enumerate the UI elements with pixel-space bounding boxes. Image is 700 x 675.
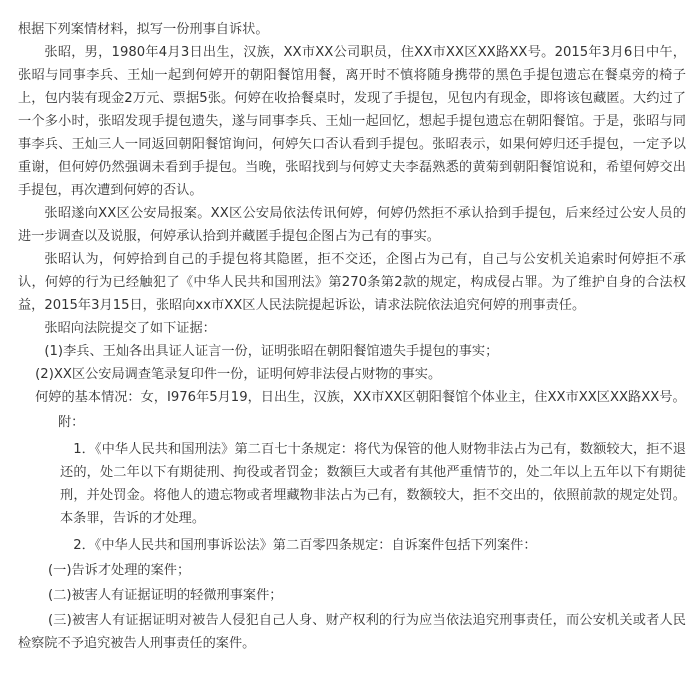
appendix-item-procedure-law: 2．《中华人民共和国刑事诉讼法》第二百零四条规定：自诉案件包括下列案件： <box>73 538 537 553</box>
defendant-info: 何婷的基本情况：女，I976年5月19，日出生，汉族，XX市XX区朝阳餐馆个体业主，住XX市XX区XX路XX号。 <box>35 390 686 405</box>
case-type-2: (二)被害人有证据证明的轻微刑事案件； <box>48 588 283 603</box>
case-paragraph-report: 张昭遂向XX区公安局报案。XX区公安局依法传讯何婷，何婷仍然拒不承认拾到手提包，后来经过公安人员的进一步调查以及说服，何婷承认拾到并藏匿手提包企图占为己有的事实。 <box>18 206 686 244</box>
appendix-item-criminal-law: 1．《中华人民共和国刑法》第二百七十条规定：将代为保管的他人财物非法占为己有，数额较大，拒不退还的，处二年以下有期徒刑、拘役或者罚金；数额巨大或者有其他严重情节的，处二年以上五年以下有期徒刑，并处罚金。将他人的遗忘物或者埋藏物非法占为己有，数额较大，拒不交出的，依照前款的规定处罚。本条罪，告诉的才处理。 <box>60 442 686 526</box>
evidence-item-1: (1)李兵、王灿各出具证人证言一份，证明张昭在朝阳餐馆遗失手提包的事实； <box>44 344 499 359</box>
case-type-3: (三)被害人有证据证明对被告人侵犯自己人身、财产权利的行为应当依法追究刑事责任，而公安机关或者人民检察院不予追究被告人刑事责任的案件。 <box>18 613 686 651</box>
case-paragraph-claim: 张昭认为，何婷拾到自己的手提包将其隐匿，拒不交还，企图占为己有，自己与公安机关追索时何婷拒不承认，何婷的行为已经触犯了《中华人民共和国刑法》第270条第2款的规定，构成侵占罪。为了维护自身的合法权益，2015年3月15日，张昭向xx市XX区人民法院提起诉讼，请求法院依法追究何婷的刑事责任。 <box>18 252 686 313</box>
evidence-intro: 张昭向法院提交了如下证据： <box>44 321 216 336</box>
case-type-1: (一)告诉才处理的案件； <box>48 563 191 578</box>
evidence-item-2: (2)XX区公安局调查笔录复印件一份，证明何婷非法侵占财物的事实。 <box>35 367 442 382</box>
document-heading: 根据下列案情材料，拟写一份刑事自诉状。 <box>18 22 269 37</box>
case-paragraph-facts: 张昭，男，1980年4月3日出生，汉族，XX市XX公司职员，住XX市XX区XX路XX号。2015年3月6日中午，张昭与同事李兵、王灿一起到何婷开的朝阳餐馆用餐，离开时不慎将随身携带的黑色手提包遗忘在餐桌旁的椅子上，包内装有现金2万元、票据5张。何婷在收拾餐桌时，发现了手提包，见包内有现金，即将该包藏匿。大约过了一个多小时，张昭发现手提包遗失，遂与同事李兵、王灿一起回忆，想起手提包遗忘在朝阳餐馆。于是，张昭与同事李兵、王灿三人一同返回朝阳餐馆询问，何婷矢口否认看到手提包。张昭表示，如果何婷归还手提包，一定予以重谢，但何婷仍然强调未看到手提包。当晚，张昭找到与何婷丈夫李磊熟悉的黄菊到朝阳餐馆说和，希望何婷交出手提包，再次遭到何婷的否认。 <box>18 45 686 198</box>
case-document <box>14 18 686 655</box>
appendix-label: 附： <box>58 415 85 430</box>
